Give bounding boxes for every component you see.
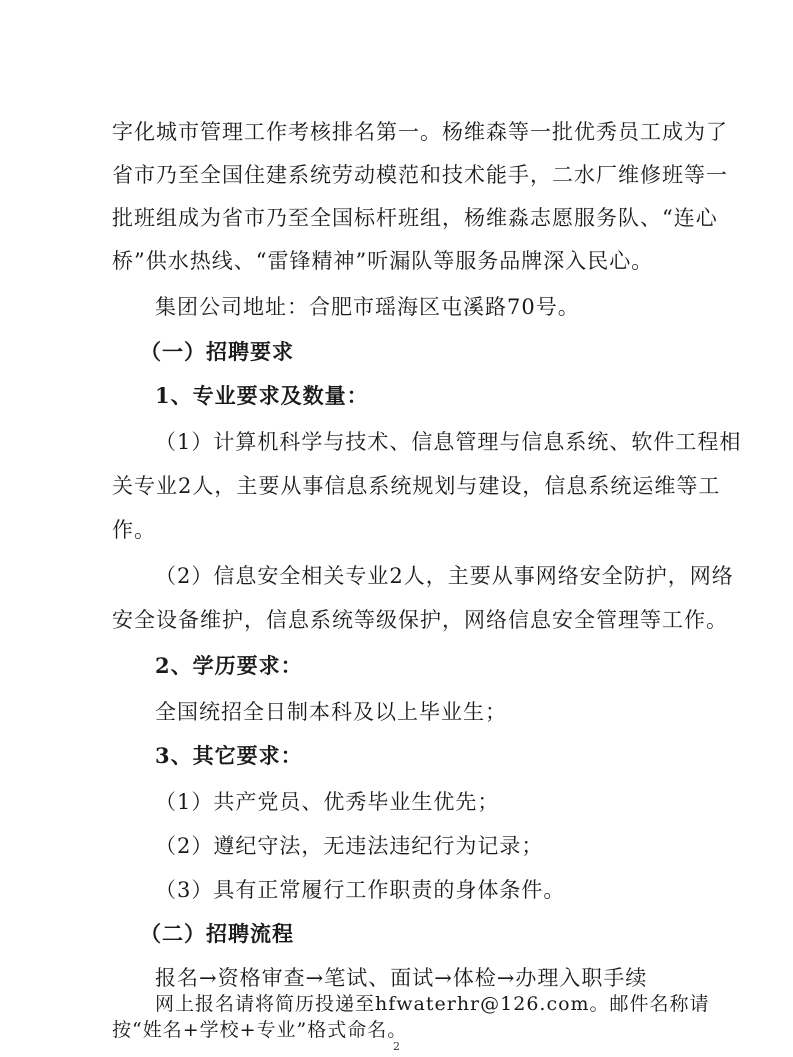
subheading-other: 3、其它要求： bbox=[155, 743, 303, 768]
major-item1-line3: 作。 bbox=[112, 518, 156, 542]
company-address: 集团公司地址：合肥市瑶海区屯溪路70号。 bbox=[155, 295, 580, 319]
education-text: 全国统招全日制本科及以上毕业生； bbox=[155, 700, 507, 724]
process-flow: 报名→资格审查→笔试、面试→体检→办理入职手续 bbox=[155, 966, 648, 990]
other-item-2: （2）遵纪守法，无违法违纪行为记录； bbox=[155, 834, 544, 858]
other-item-3: （3）具有正常履行工作职责的身体条件。 bbox=[155, 878, 566, 902]
major-item2-line1: （2）信息安全相关专业2人，主要从事网络安全防护，网络 bbox=[155, 564, 734, 588]
section-heading-requirements: （一）招聘要求 bbox=[140, 339, 294, 364]
major-item1-line1: （1）计算机科学与技术、信息管理与信息系统、软件工程相 bbox=[155, 430, 742, 454]
apply-line-1: 网上报名请将简历投递至hfwaterhr@126.com。邮件名称请 bbox=[155, 993, 710, 1015]
major-item1-line2: 关专业2人，主要从事信息系统规划与建设，信息系统运维等工 bbox=[112, 474, 721, 498]
intro-line-4: 桥”供水热线、“雷锋精神”听漏队等服务品牌深入民心。 bbox=[112, 249, 654, 273]
major-item2-line2: 安全设备维护，信息系统等级保护，网络信息安全管理等工作。 bbox=[112, 608, 728, 632]
section-heading-process: （二）招聘流程 bbox=[140, 921, 294, 946]
intro-line-1: 字化城市管理工作考核排名第一。杨维森等一批优秀员工成为了 bbox=[112, 120, 728, 144]
intro-line-3: 批班组成为省市乃至全国标杆班组，杨维淼志愿服务队、“连心 bbox=[112, 206, 718, 230]
apply-line-2: 按“姓名+学校+专业”格式命名。 bbox=[112, 1019, 408, 1041]
intro-line-2: 省市乃至全国住建系统劳动模范和技术能手，二水厂维修班等一 bbox=[112, 163, 728, 187]
other-item-1: （1）共产党员、优秀毕业生优先； bbox=[155, 790, 500, 814]
subheading-major: 1、专业要求及数量： bbox=[155, 383, 369, 408]
subheading-education: 2、学历要求： bbox=[155, 653, 303, 678]
page-number: 2 bbox=[393, 1040, 400, 1053]
